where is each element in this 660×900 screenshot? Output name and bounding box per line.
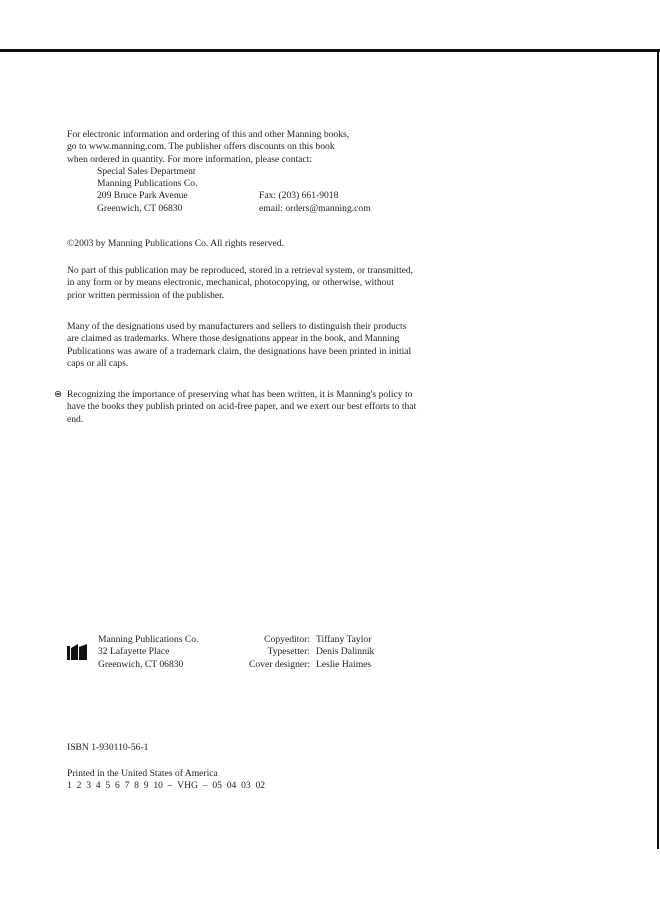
manning-logo-icon <box>67 644 87 660</box>
rights-paragraph <box>67 265 547 302</box>
credits-row <box>98 659 374 671</box>
acid-free-line: end. <box>67 413 84 425</box>
credits-table <box>98 634 374 671</box>
rights-line: prior written permission of the publisher. <box>67 289 225 301</box>
acid-free-line: have the books they publish printed on acid-free paper, and we exert our best efforts to that <box>67 401 417 413</box>
address-left: Greenwich, CT 06830 <box>97 202 183 214</box>
trademark-line: Many of the designations used by manufacturers and sellers to distinguish their products <box>67 321 407 332</box>
rights-line: No part of this publication may be reproduced, stored in a retrieval system, or transmitted, <box>67 265 414 276</box>
contact-intro-line: For electronic information and ordering of this and other Manning books, <box>67 129 350 140</box>
address-row <box>67 203 547 215</box>
contact-intro-line: when ordered in quantity. For more information, please contact: <box>67 153 313 165</box>
publisher-address: Greenwich, CT 06830 <box>98 658 184 670</box>
email-address: email: orders@manning.com <box>259 202 371 214</box>
contact-intro-line: go to www.manning.com. The publisher offers discounts on this book <box>67 141 335 153</box>
acid-free-paragraph <box>54 389 527 426</box>
address-row <box>67 190 547 202</box>
address-row <box>67 178 547 190</box>
address-left: Special Sales Department <box>97 165 196 177</box>
trademark-line: are claimed as trademarks. Where those designations appear in the book, and Manning <box>67 333 400 345</box>
credit-person: Tiffany Taylor <box>316 634 372 645</box>
copyright-line: ©2003 by Manning Publications Co. All rights reserved. <box>67 238 285 249</box>
top-border-rule <box>0 49 660 52</box>
isbn-block <box>67 742 547 754</box>
printed-in: Printed in the United States of America <box>67 768 218 779</box>
credits-row <box>98 634 374 646</box>
rights-line: in any form or by means electronic, mechanical, photocopying, or otherwise, without <box>67 277 394 289</box>
address-left: 209 Bruce Park Avenue <box>97 190 188 202</box>
credits-row <box>98 646 374 658</box>
right-border-rule <box>657 49 659 849</box>
address-row <box>67 166 547 178</box>
contact-block <box>67 129 547 215</box>
credit-role: Typesetter: <box>267 646 310 658</box>
trademark-paragraph <box>67 321 547 370</box>
isbn-number: ISBN 1-930110-56-1 <box>67 742 149 753</box>
trademark-line: caps or all caps. <box>67 357 129 369</box>
credit-role: Cover designer: <box>248 658 310 670</box>
print-line: 1 2 3 4 5 6 7 8 9 10 – VHG – 05 04 03 02 <box>67 780 266 792</box>
address-left: Manning Publications Co. <box>97 178 198 190</box>
copyright-notice <box>67 238 547 250</box>
credit-person: Denis Dalinnik <box>316 646 375 658</box>
acid-free-icon: ⊜ <box>54 389 63 400</box>
publisher-address: 32 Lafayette Place <box>98 646 170 658</box>
credit-role: Copyeditor: <box>264 634 310 645</box>
publisher-address: Manning Publications Co. <box>98 634 199 645</box>
printing-block <box>67 768 547 793</box>
trademark-line: Publications was aware of a trademark claim, the designations have been printed in initial <box>67 345 412 357</box>
fax-number: Fax: (203) 661-9018 <box>259 190 339 202</box>
credit-person: Leslie Haimes <box>316 658 372 670</box>
acid-free-line: Recognizing the importance of preserving what has been written, it is Manning's policy to <box>67 389 413 400</box>
